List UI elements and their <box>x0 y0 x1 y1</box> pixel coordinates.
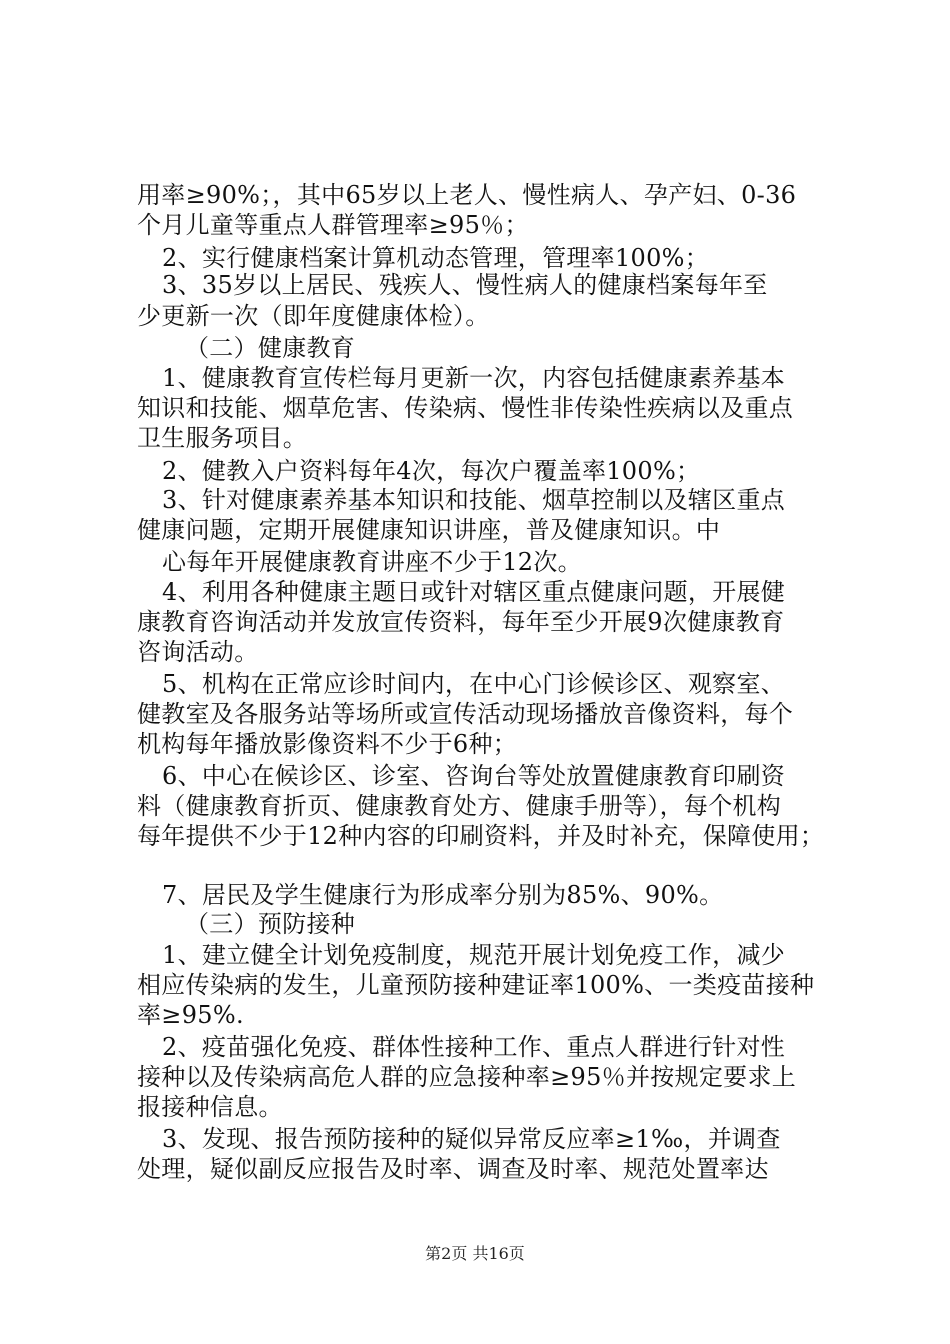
text-line: 个月儿童等重点人群管理率≥95％； <box>137 211 529 239</box>
text-line: 3、35岁以上居民、残疾人、慢性病人的健康档案每年至 <box>162 271 768 299</box>
text-line: 咨询活动。 <box>137 638 259 666</box>
text-line: 健教室及各服务站等场所或宣传活动现场播放音像资料，每个 <box>137 700 794 728</box>
text-line: 4、利用各种健康主题日或针对辖区重点健康问题，开展健 <box>162 578 786 606</box>
text-line: 3、针对健康素养基本知识和技能、烟草控制以及辖区重点 <box>162 486 786 514</box>
text-line: 3、发现、报告预防接种的疑似异常反应率≥1‰，并调查 <box>162 1125 781 1153</box>
text-line: 6、中心在候诊区、诊室、咨询台等处放置健康教育印刷资 <box>162 762 786 790</box>
text-line: 每年提供不少于12种内容的印刷资料，并及时补充，保障使用； <box>137 822 825 850</box>
text-line: 1、健康教育宣传栏每月更新一次，内容包括健康素养基本 <box>162 364 786 392</box>
text-line: 报接种信息。 <box>137 1093 283 1121</box>
text-line: 机构每年播放影像资料不少于6种； <box>137 730 518 758</box>
text-line: 率≥95%. <box>137 1001 244 1029</box>
text-line: 接种以及传染病高危人群的应急接种率≥95％并按规定要求上 <box>137 1063 797 1091</box>
section-heading: （三）预防接种 <box>185 910 356 938</box>
text-line: 卫生服务项目。 <box>137 424 308 452</box>
text-line: 1、建立健全计划免疫制度，规范开展计划免疫工作，减少 <box>162 941 786 969</box>
text-line: 2、健教入户资料每年4次，每次户覆盖率100%； <box>162 457 701 485</box>
text-line: 料（健康教育折页、健康教育处方、健康手册等），每个机构 <box>137 792 782 820</box>
text-line: 2、疫苗强化免疫、群体性接种工作、重点人群进行针对性 <box>162 1033 786 1061</box>
text-line: 知识和技能、烟草危害、传染病、慢性非传染性疾病以及重点 <box>137 394 794 422</box>
text-line: 康教育咨询活动并发放宣传资料，每年至少开展9次健康教育 <box>137 608 785 636</box>
text-line: 2、实行健康档案计算机动态管理，管理率100%； <box>162 244 710 272</box>
text-line: 少更新一次（即年度健康体检）。 <box>137 302 490 330</box>
text-line: 心每年开展健康教育讲座不少于12次。 <box>162 548 582 576</box>
text-line: 用率≥90%；，其中65岁以上老人、慢性病人、孕产妇、0-36 <box>137 181 797 209</box>
page-number-footer: 第2页 共16页 <box>425 1244 525 1263</box>
text-line: 相应传染病的发生，儿童预防接种建证率100%、一类疫苗接种 <box>137 971 815 999</box>
text-line: 处理，疑似副反应报告及时率、调查及时率、规范处置率达 <box>137 1155 769 1183</box>
text-line: 健康问题，定期开展健康知识讲座，普及健康知识。中 <box>137 516 721 544</box>
section-heading: （二）健康教育 <box>185 334 356 362</box>
text-line: 5、机构在正常应诊时间内，在中心门诊候诊区、观察室、 <box>162 670 786 698</box>
text-line: 7、居民及学生健康行为形成率分别为85%、90%。 <box>162 881 724 909</box>
